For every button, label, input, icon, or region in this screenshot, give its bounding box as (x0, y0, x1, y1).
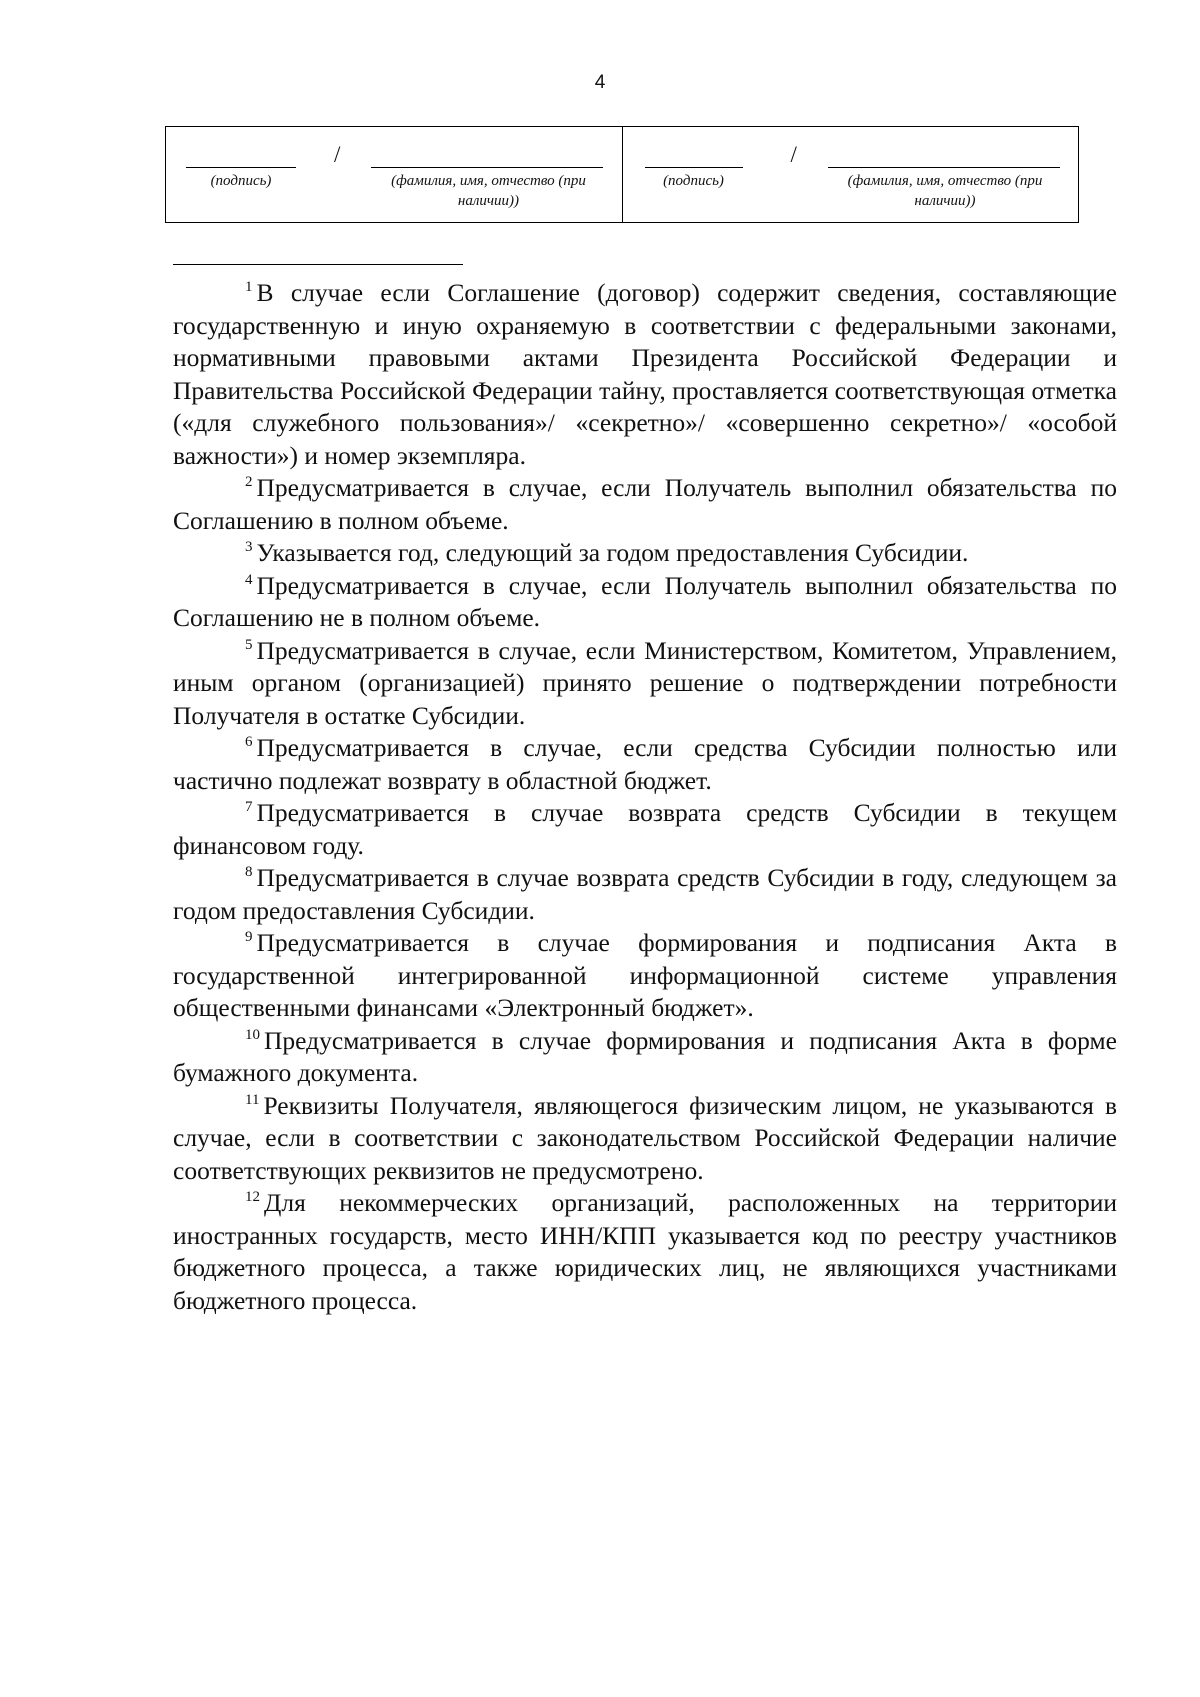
footnote-mark: 1 (245, 279, 253, 295)
footnote-text: Предусматривается в случае возврата средств Субсидии в текущем финансовом году. (173, 798, 1117, 860)
footnote-mark: 2 (245, 474, 253, 490)
name-line (828, 167, 1060, 168)
signature-block-left (166, 127, 622, 222)
footnotes (173, 277, 1117, 1317)
name-caption: (фамилия, имя, отчество (при наличии)) (847, 173, 1043, 209)
footnote-text: Предусматривается в случае, если Министерством, Комитетом, Управлением, иным органом (организацией) принято решение о подтверждении потребности Получателя в остатке Субсидии. (173, 635, 1117, 730)
footnote-separator (173, 264, 463, 265)
footnote-mark: 9 (245, 929, 253, 945)
footnote-text: Предусматривается в случае формирования и подписания Акта в форме бумажного документа. (173, 1025, 1117, 1087)
footnote (173, 277, 1117, 472)
footnote-mark: 10 (245, 1026, 260, 1043)
footnote-text: Предусматривается в случае возврата средств Субсидии в году, следующем за годом предоставления Субсидии. (173, 863, 1117, 925)
footnote-mark: 8 (245, 864, 253, 880)
footnote-mark: 6 (245, 734, 253, 750)
footnote-mark: 4 (245, 571, 253, 588)
footnote (173, 537, 1117, 570)
signature-line (645, 167, 743, 168)
footnote (173, 570, 1117, 635)
page-number: 4 (594, 72, 606, 93)
footnote-text: Предусматривается в случае, если средства Субсидии полностью или частично подлежат возврату в областной бюджет. (173, 733, 1117, 795)
footnote-mark: 3 (245, 539, 253, 555)
footnote (173, 472, 1117, 537)
slash-separator: / (334, 142, 341, 167)
footnote-text: Реквизиты Получателя, являющегося физическим лицом, не указываются в случае, если в соответствии с законодательством Российской Федерации наличие соответствующих реквизитов не предусмотрено. (173, 1090, 1117, 1185)
footnote (173, 732, 1117, 797)
signature-table (165, 126, 1079, 223)
signature-block-right (622, 127, 1079, 222)
footnote-mark: 5 (245, 636, 253, 653)
footnote (173, 1025, 1117, 1090)
footnote-text: Предусматривается в случае, если Получатель выполнил обязательства по Соглашению не в полном объеме. (173, 570, 1117, 632)
name-line (371, 167, 603, 168)
signature-caption: (подпись) (663, 173, 724, 189)
footnote-text: Указывается год, следующий за годом предоставления Субсидии. (256, 538, 969, 567)
footnote (173, 862, 1117, 927)
name-caption: (фамилия, имя, отчество (при наличии)) (391, 173, 586, 209)
footnote-text: Для некоммерческих организаций, расположенных на территории иностранных государств, место ИНН/КПП указывается код по реестру участников бюджетного процесса, а также юридических лиц, не являющихся участниками бюджетного процесса. (173, 1188, 1117, 1315)
footnote (173, 797, 1117, 862)
footnote-mark: 7 (245, 799, 253, 815)
footnote (173, 927, 1117, 1025)
signature-caption: (подпись) (210, 173, 272, 189)
footnote (173, 1187, 1117, 1317)
footnote-mark: 12 (245, 1189, 260, 1205)
footnote (173, 635, 1117, 733)
footnote-text: Предусматривается в случае формирования и подписания Акта в государственной интегрированной информационной системе управления общественными финансами «Электронный бюджет». (173, 928, 1117, 1022)
footnote-text: Предусматривается в случае, если Получатель выполнил обязательства по Соглашению в полном объеме. (173, 473, 1117, 535)
footnote (173, 1090, 1117, 1188)
signature-line (186, 167, 296, 168)
footnote-mark: 11 (245, 1091, 260, 1108)
footnote-text: В случае если Соглашение (договор) содержит сведения, составляющие государственную и иную охраняемую в соответствии с федеральными законами, нормативными правовыми актами Президента Российской Федерации и Правительства Российской Федерации тайну, проставляется соответствующая отметка («для служебного пользования»/ «секретно»/ «совершенно секретно»/ «особой важности») и номер экземпляра. (173, 278, 1117, 470)
slash-separator: / (790, 142, 797, 167)
